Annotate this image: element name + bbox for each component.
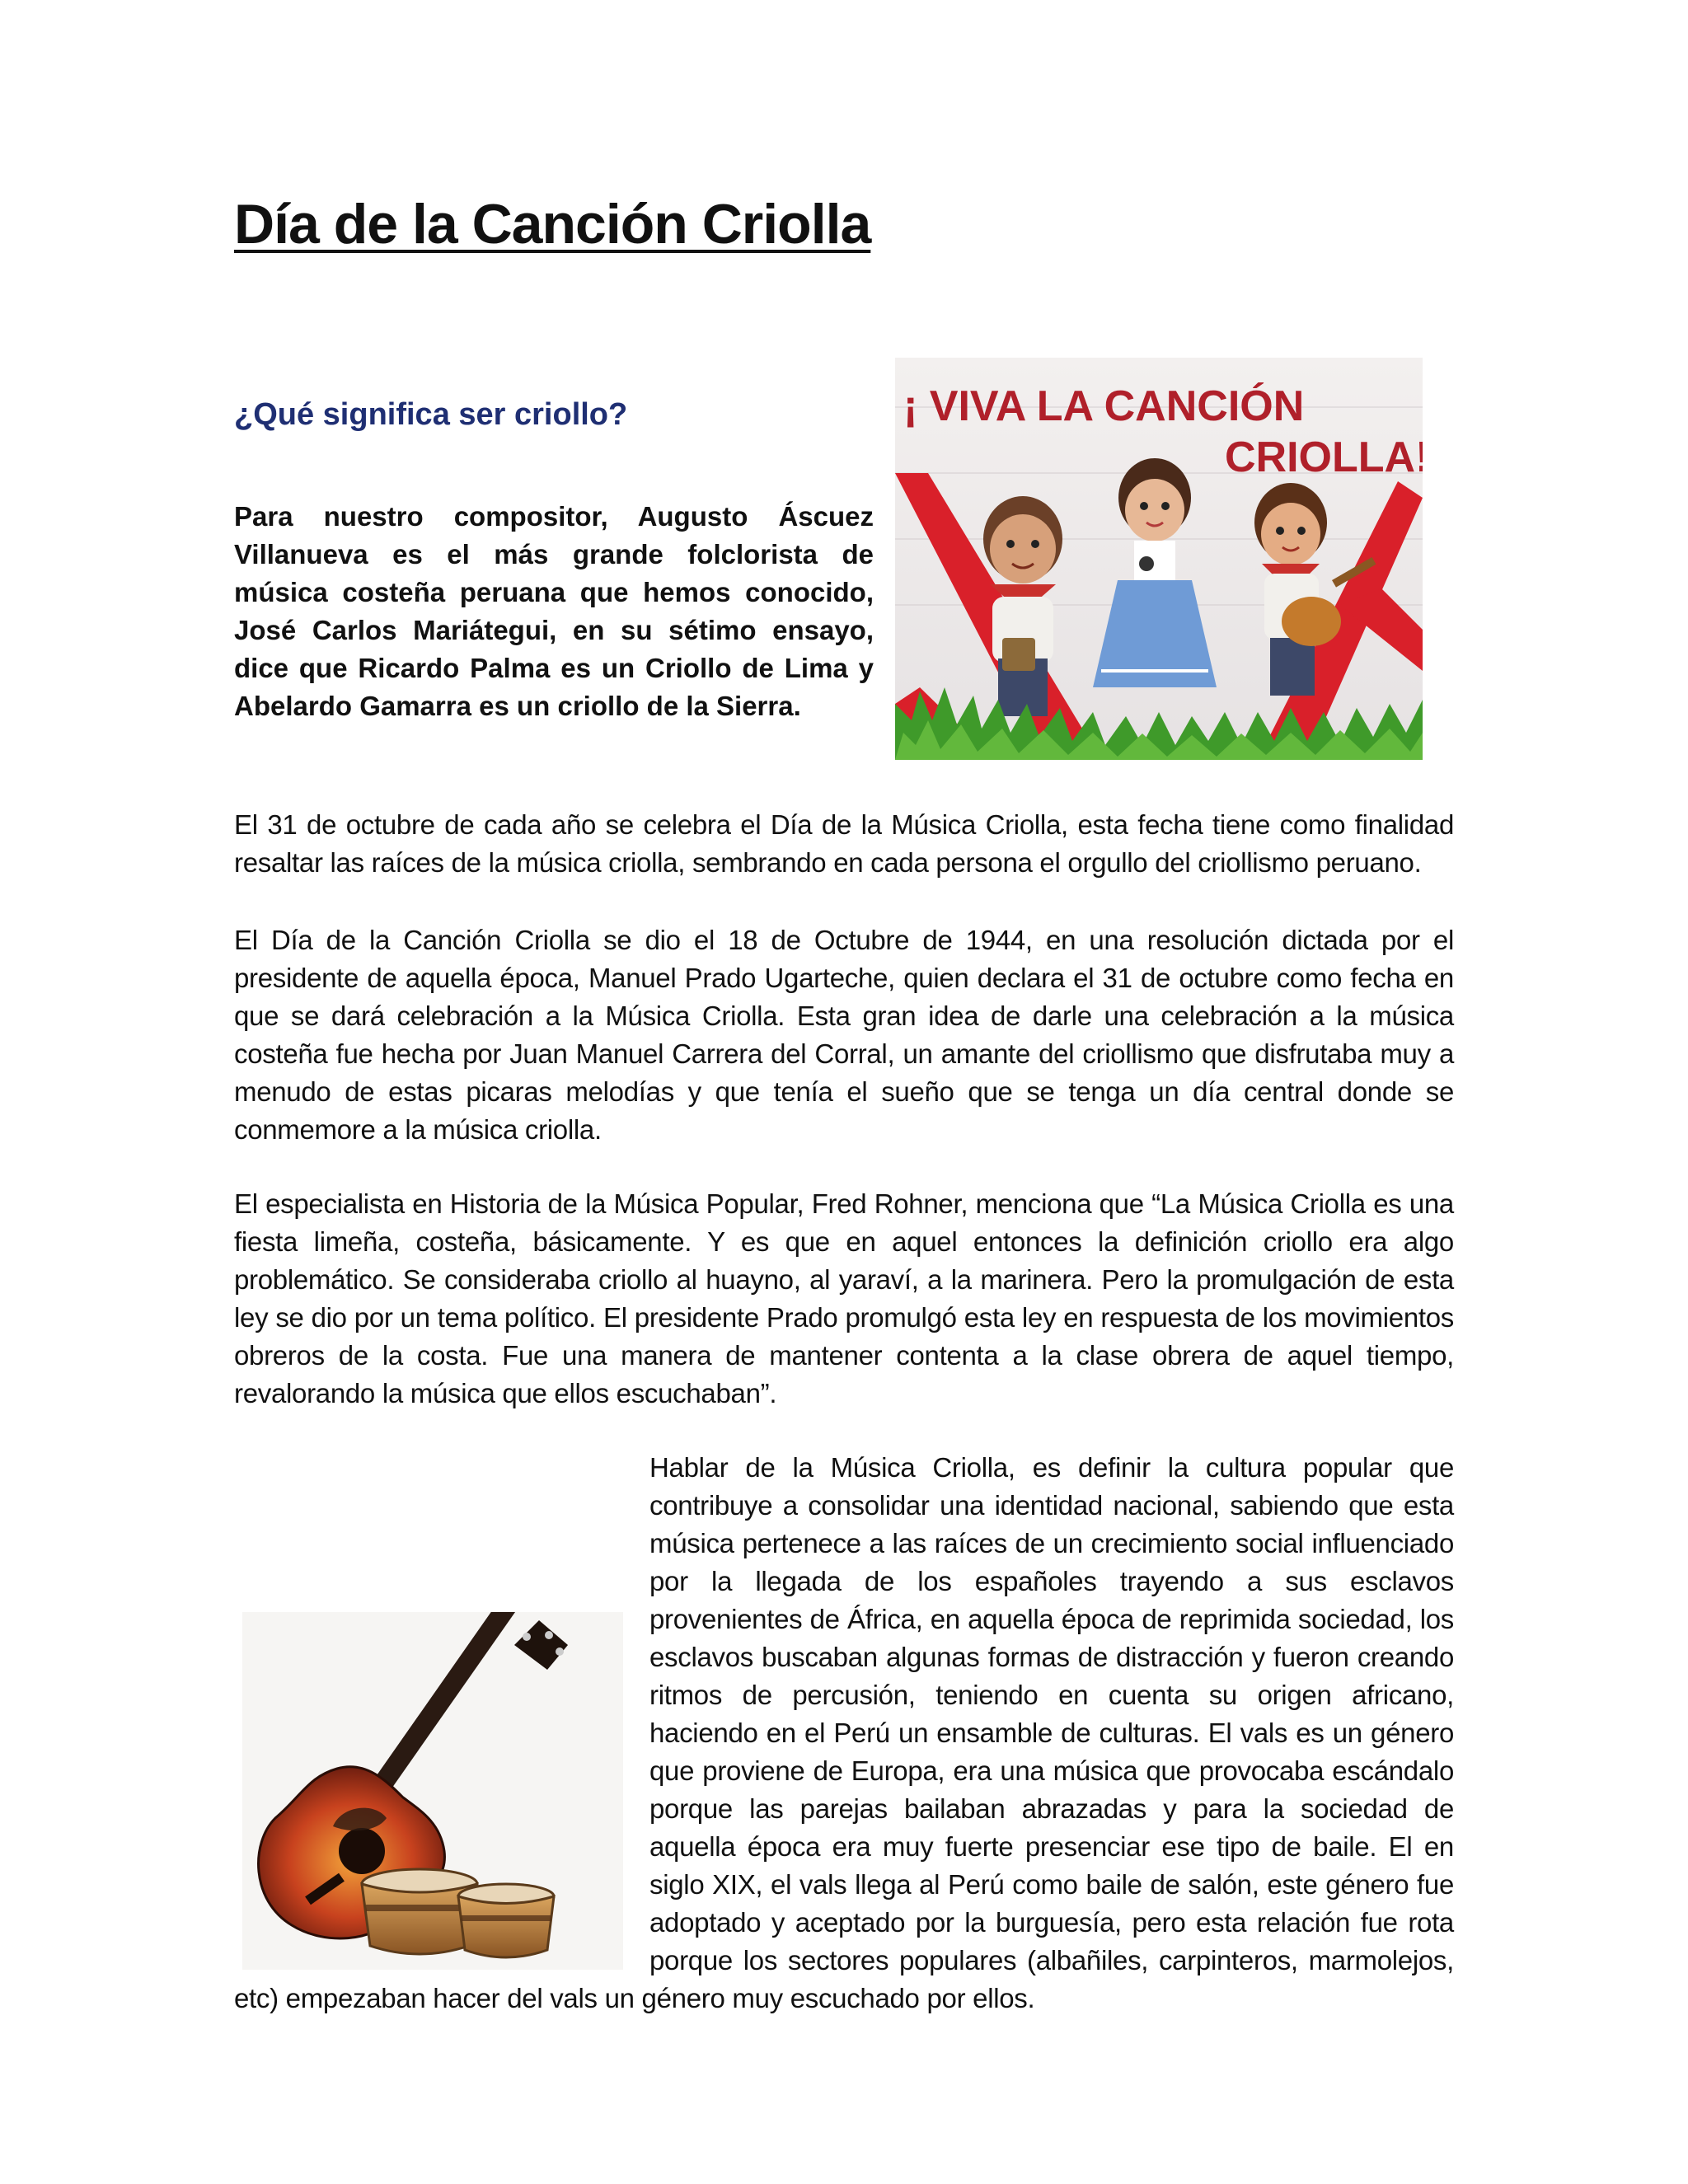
section-subtitle: ¿Qué significa ser criollo?	[234, 397, 628, 432]
banner-text-line2: CRIOLLA!	[1225, 434, 1423, 481]
page-title: Día de la Canción Criolla	[234, 193, 871, 255]
paragraph-4: Hablar de la Música Criolla, es definir la cultura popular que contribuye a consolidar una identidad nacional, sabiendo que esta música pertenece a las raíces de un crecimiento social influenciado por la llegada de los españoles trayendo a sus esclavos provenientes de África, en aquella época de reprimida sociedad, los esclavos buscaban algunas formas de distracción y fueron creando ritmos de percusión, teniendo en cuenta su origen africano, haciendo en el Perú un ensamble de culturas. El vals es un género que proviene de Europa, era una música que provocaba escándalo porque las parejas bailaban abrazadas y para la sociedad de aquella época era muy fuerte presenciar ese tipo de baile. El en siglo XIX, el vals llega al Perú como baile de salón, este género fue adoptado y aceptado por la burguesía, pero esta relación fue rota porque los sectores populares (albañiles, carpinteros, marmolejos, etc) empezaban hacer del vals un género muy escuchado por ellos.	[234, 1452, 1454, 2013]
paragraph-3: El especialista en Historia de la Música Popular, Fred Rohner, menciona que “La Música Criolla es una fiesta limeña, costeña, básicamente. Y es que en aquel entonces la definición criollo era algo problemático. Se consideraba criollo al huayno, al yaraví, a la marinera. Pero la promulgación de esta ley se dio por un tema político. El presidente Prado promulgó esta ley en respuesta de los movimientos obreros de la costa. Fue una manera de mantener contenta a la clase obrera de aquel tiempo, revalorando la música que ellos escuchaban”.	[234, 1188, 1454, 1408]
banner-text-line1: ¡ VIVA LA CANCIÓN	[903, 382, 1305, 430]
viva-cancion-criolla-illustration	[895, 358, 1423, 760]
paragraph-2: El Día de la Canción Criolla se dio el 18 de Octubre de 1944, en una resolución dictada por el presidente de aquella época, Manuel Prado Ugarteche, quien declara el 31 de octubre como fecha en que se dará celebración a la Música Criolla. Esta gran idea de darle una celebración a la música costeña fue hecha por Juan Manuel Carrera del Corral, un amante del criollismo que disfrutaba muy a menudo de estas picaras melodías y que tenía el sueño que se tenga un día central donde se conmemore a la música criolla.	[234, 925, 1454, 1145]
guitar-bongos-illustration	[242, 1612, 623, 1970]
intro-paragraph: Para nuestro compositor, Augusto Áscuez Villanueva es el más grande folclorista de música costeña peruana que hemos conocido, José Carlos Mariátegui, en su sétimo ensayo, dice que Ricardo Palma es un Criollo de Lima y Abelardo Gamarra es un criollo de la Sierra.	[234, 501, 874, 721]
paragraph-1: El 31 de octubre de cada año se celebra el Día de la Música Criolla, esta fecha tiene como finalidad resaltar las raíces de la música criolla, sembrando en cada persona el orgullo del criollismo peruano.	[234, 809, 1454, 878]
